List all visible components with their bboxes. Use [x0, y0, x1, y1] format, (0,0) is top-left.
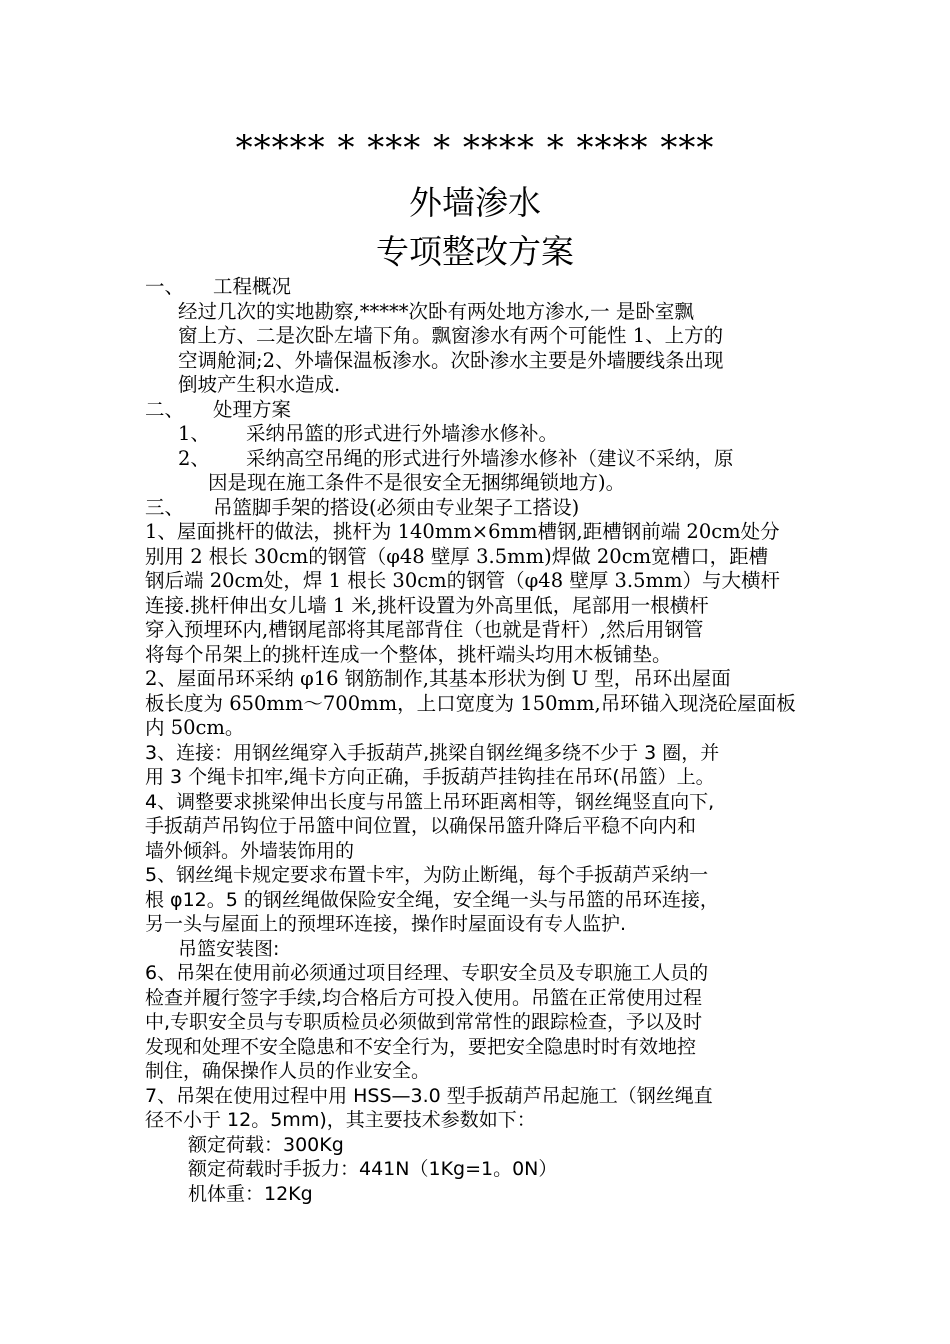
section-heading-overview — [145, 275, 810, 300]
overview-paragraph — [145, 300, 810, 398]
list-item-number: 1、 — [178, 422, 210, 445]
paragraph-line: 别用 2 根长 30cm的钢管（φ48 壁厚 3.5mm)焊做 20cm宽槽口，距槽 — [145, 544, 769, 568]
paragraph-line: 空调舱洞;2、外墙保温板渗水。次卧渗水主要是外墙腰线条出现 — [178, 348, 724, 372]
paragraph-line: 穿入预埋环内,槽钢尾部将其尾部背住（也就是背杆）,然后用钢管 — [145, 618, 704, 641]
paragraph-line: 7、吊架在使用过程中用 HSS—3.0 型手扳葫芦吊起施工（钢丝绳直 — [145, 1084, 713, 1107]
section-title: 吊篮脚手架的搭设(必须由专业架子工搭设) — [213, 495, 580, 519]
section-number: 一、 — [145, 275, 185, 298]
spec-item: 机体重：12Kg — [188, 1182, 313, 1205]
paragraph-line: 3、连接：用钢丝绳穿入手扳葫芦,挑梁自钢丝绳多绕不少于 3 圈，并 — [145, 741, 720, 764]
paragraph-line: 将每个吊架上的挑杆连成一个整体，挑杆端头均用木板铺垫。 — [145, 642, 672, 666]
paragraph-line: 用 3 个绳卡扣牢,绳卡方向正确，手扳葫芦挂钩挂在吊环(吊篮）上。 — [145, 766, 715, 788]
document-body — [145, 275, 810, 1206]
list-item-number: 2、 — [178, 446, 210, 470]
paragraph-line: 手扳葫芦吊钩位于吊篮中间位置，以确保吊篮升降后平稳不向内和 — [145, 815, 697, 837]
page-title: 外墙渗水 — [409, 183, 541, 222]
paragraph-rope-clamp — [145, 863, 810, 937]
paragraph-line: 发现和处理不安全隐患和不安全行为，要把安全隐患时时有效地控 — [145, 1035, 697, 1058]
paragraph-line: 倒坡产生积水造成. — [178, 373, 341, 396]
paragraph-line: 根 φ12。5 的钢丝绳做保险安全绳，安全绳一头与吊篮的吊环连接， — [145, 888, 719, 911]
paragraph-line: 钢后端 20cm处，焊 1 根长 30cm的钢管（φ48 壁厚 3.5mm）与大横杆 — [145, 569, 781, 592]
install-diagram-label: 吊篮安装图: — [178, 937, 280, 960]
section-heading-plan — [145, 398, 810, 423]
paragraph-connection — [145, 741, 810, 790]
list-item-continuation: 因是现在施工条件不是很安全无捆绑绳锁地方)。 — [208, 471, 626, 494]
spec-item: 额定荷载：300Kg — [188, 1133, 344, 1156]
paragraph-line: 4、调整要求挑梁伸出长度与吊篮上吊环距离相等，钢丝绳竖直向下, — [145, 790, 715, 813]
paragraph-inspection — [145, 961, 810, 1084]
list-item-text: 采纳高空吊绳的形式进行外墙渗水修补（建议不采纳，原 — [246, 446, 734, 470]
page-subtitle: 专项整改方案 — [376, 232, 574, 271]
paragraph-outrigger — [145, 520, 810, 667]
paragraph-line: 检查并履行签字手续,均合格后方可投入使用。吊篮在正常使用过程 — [145, 986, 703, 1009]
paragraph-line: 制住，确保操作人员的作业安全。 — [145, 1060, 431, 1082]
title-stars: ***** * *** * **** * **** *** — [235, 128, 715, 168]
paragraph-line: 连接.挑杆伸出女儿墙 1 米,挑杆设置为外高里低，尾部用一根横杆 — [145, 593, 709, 617]
paragraph-line: 窗上方、二是次卧左墙下角。飘窗渗水有两个可能性 1、上方的 — [178, 324, 724, 347]
paragraph-lifting-ring — [145, 667, 810, 741]
paragraph-line: 1、屋面挑杆的做法，挑杆为 140mm×6mm槽钢,距槽钢前端 20cm处分 — [145, 520, 780, 543]
paragraph-hoist — [145, 1084, 810, 1133]
paragraph-line: 径不小于 12。5mm)，其主要技术参数如下： — [145, 1109, 536, 1131]
paragraph-adjustment — [145, 790, 810, 864]
spec-list — [145, 1133, 810, 1207]
paragraph-line: 另一头与屋面上的预埋环连接，操作时屋面设有专人监护. — [145, 913, 627, 935]
paragraph-line: 板长度为 650mm～700mm，上口宽度为 150mm,吊环锚入现浇砼屋面板 — [145, 691, 796, 715]
paragraph-line: 中,专职安全员与专职质检员必须做到常常性的跟踪检查，予以及时 — [145, 1011, 703, 1033]
paragraph-line: 墙外倾斜。外墙装饰用的 — [145, 839, 355, 862]
paragraph-line: 2、屋面吊环采纳 φ16 钢筋制作,其基本形状为倒 U 型，吊环出屋面 — [145, 667, 731, 690]
section-title: 处理方案 — [213, 397, 292, 421]
list-item — [145, 422, 810, 447]
section-heading-scaffold — [145, 496, 810, 521]
section-title: 工程概况 — [213, 275, 292, 298]
list-item-text: 采纳吊篮的形式进行外墙渗水修补。 — [246, 422, 559, 445]
paragraph-line: 内 50cm。 — [145, 716, 245, 739]
section-number: 二、 — [145, 397, 185, 421]
paragraph-line: 6、吊架在使用前必须通过项目经理、专职安全员及专职施工人员的 — [145, 962, 709, 984]
paragraph-line: 5、钢丝绳卡规定要求布置卡牢，为防止断绳，每个手扳葫芦采纳一 — [145, 864, 709, 886]
spec-item: 额定荷载时手扳力：441N（1Kg=1。0N） — [188, 1158, 558, 1180]
section-number: 三、 — [145, 495, 185, 519]
list-item — [145, 447, 810, 496]
paragraph-line: 经过几次的实地勘察,*****次卧有两处地方渗水,一 是卧室飘 — [178, 299, 694, 323]
